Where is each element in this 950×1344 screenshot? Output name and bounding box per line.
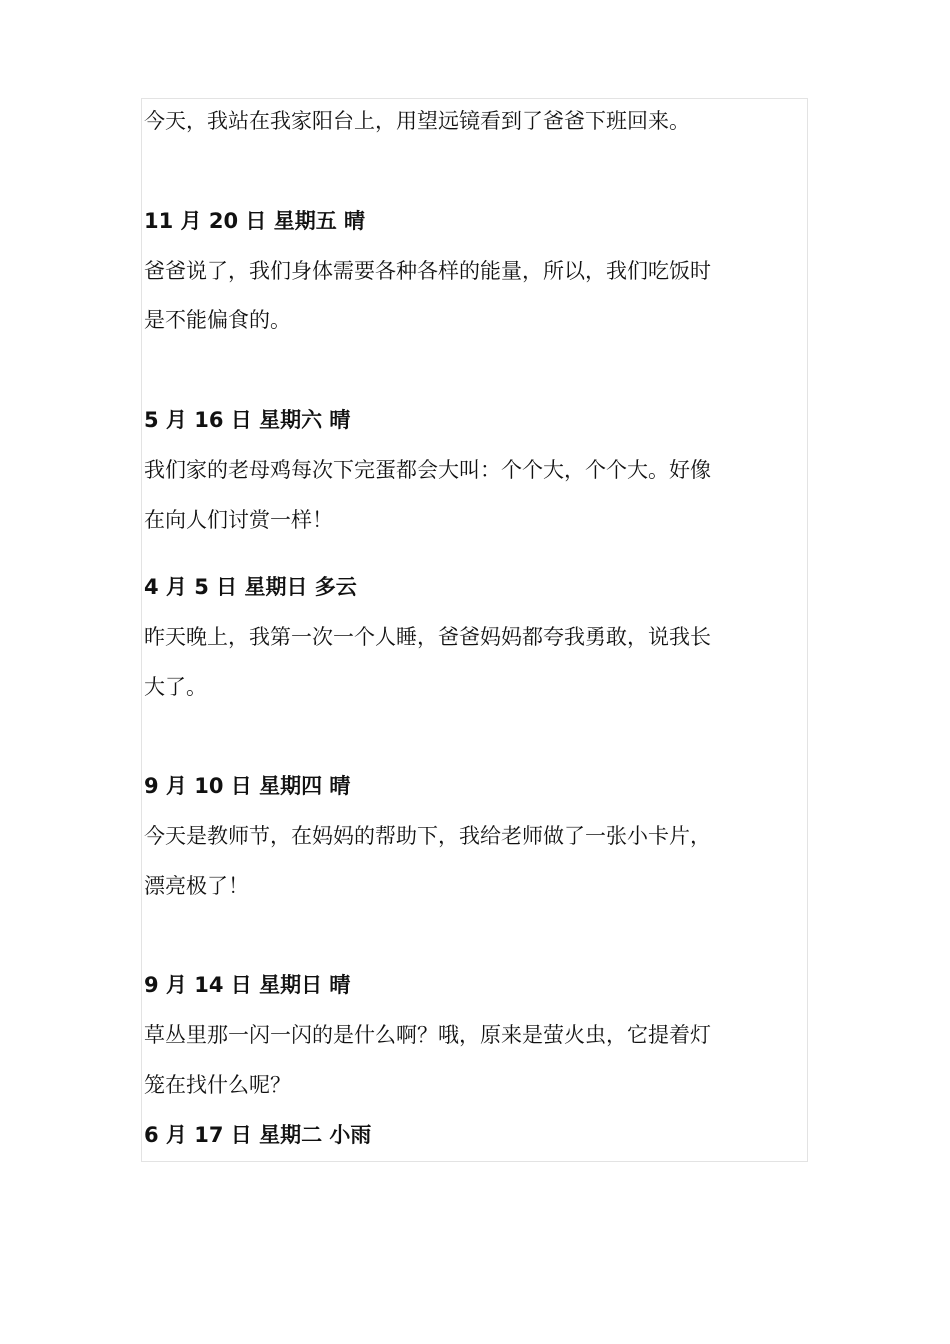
diary-date-heading: 6 月 17 日 星期二 小雨 — [144, 1123, 372, 1147]
diary-date-heading: 9 月 10 日 星期四 晴 — [144, 774, 351, 798]
diary-date-heading: 4 月 5 日 星期日 多云 — [144, 575, 357, 599]
diary-text-line: 草丛里那一闪一闪的是什么啊？哦，原来是萤火虫，它提着灯 — [144, 1023, 711, 1047]
diary-text-line: 在向人们讨赏一样！ — [144, 508, 333, 532]
diary-text-line: 漂亮极了！ — [144, 874, 249, 898]
diary-text-line: 昨天晚上，我第一次一个人睡，爸爸妈妈都夸我勇敢，说我长 — [144, 625, 711, 649]
diary-text-line: 是不能偏食的。 — [144, 308, 291, 332]
diary-text-line: 今天是教师节，在妈妈的帮助下，我给老师做了一张小卡片， — [144, 824, 711, 848]
diary-date-heading: 9 月 14 日 星期日 晴 — [144, 973, 351, 997]
diary-date-heading: 5 月 16 日 星期六 晴 — [144, 408, 351, 432]
diary-text-line: 爸爸说了，我们身体需要各种各样的能量，所以，我们吃饭时 — [144, 259, 711, 283]
diary-text-line: 今天，我站在我家阳台上，用望远镜看到了爸爸下班回来。 — [144, 109, 690, 133]
diary-text-line: 大了。 — [144, 675, 207, 699]
diary-date-heading: 11 月 20 日 星期五 晴 — [144, 209, 366, 233]
diary-text-line: 我们家的老母鸡每次下完蛋都会大叫：个个大，个个大。好像 — [144, 458, 711, 482]
diary-text-line: 笼在找什么呢？ — [144, 1073, 291, 1097]
